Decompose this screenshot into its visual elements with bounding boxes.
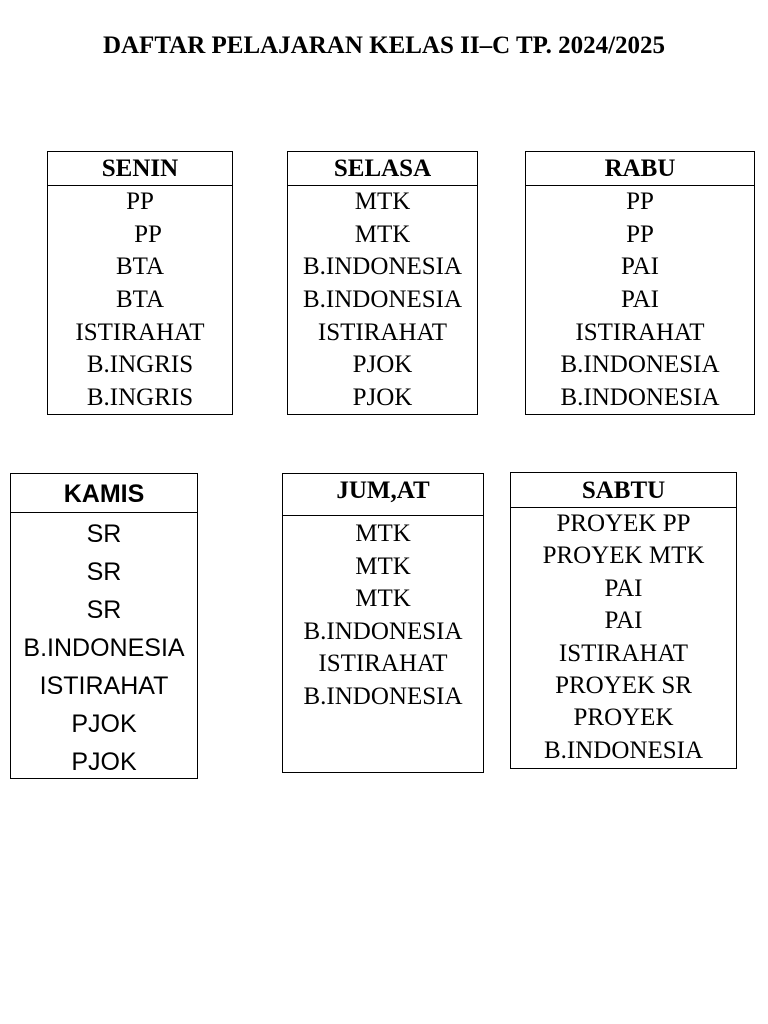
subject-item: SR [86,520,122,548]
subject-item: B.INDONESIA [303,617,463,645]
subject-item: B.INDONESIA [23,634,185,662]
subject-item: PROYEK PP [556,510,691,537]
subject-item: B.INGRIS [86,351,194,379]
day-header: SENIN [48,152,232,186]
subject-item: B.INDONESIA [560,351,720,379]
subject-item: MTK [354,188,411,215]
subject-item: B.INDONESIA [303,682,463,710]
subject-item: PROYEK MTK [542,542,705,570]
schedule-table-selasa [287,151,478,415]
subject-item: B.INDONESIA [302,253,463,281]
subject-list [511,508,736,767]
day-header: JUM,AT [283,474,483,516]
subject-list [11,513,197,781]
subject-list [48,186,232,415]
subject-item: SR [86,558,122,586]
day-header: KAMIS [11,474,197,513]
schedule-table-senin [47,151,233,415]
subject-item: B.INDONESIA [543,736,704,764]
subject-item: PAI [604,607,643,635]
subject-item: ISTIRAHAT [558,639,689,667]
subject-item: PJOK [352,351,413,379]
subject-item: ISTIRAHAT [75,318,205,346]
subject-item: PAI [621,286,659,314]
subject-item: PAI [604,574,643,602]
subject-item: PJOK [71,748,137,776]
subject-item: ISTIRAHAT [317,318,448,346]
subject-item: ISTIRAHAT [39,672,169,700]
day-header: SABTU [511,473,736,508]
subject-list [283,516,483,714]
subject-list [526,186,754,415]
day-header: SELASA [288,152,477,186]
schedule-table-rabu [525,151,755,415]
subject-item: PP [126,188,154,215]
schedule-table-sabtu [510,472,737,769]
subject-item: SR [86,596,122,624]
subject-item: B.INDONESIA [560,384,720,412]
subject-list [288,186,477,415]
page-title: DAFTAR PELAJARAN KELAS II–C TP. 2024/2025 [102,32,666,59]
subject-item: PP [134,220,162,248]
subject-item: MTK [355,520,411,547]
schedule-table-kamis [10,473,198,779]
subject-item: ISTIRAHAT [318,650,448,678]
subject-item: ISTIRAHAT [575,318,705,346]
subject-item: B.INGRIS [86,384,194,412]
subject-item: BTA [116,286,164,314]
subject-item: BTA [116,253,164,281]
subject-item: PROYEK [573,704,674,732]
subject-item: PP [626,188,654,215]
subject-item: MTK [354,220,411,248]
subject-item: MTK [355,585,411,613]
subject-item: PAI [621,253,659,281]
subject-item: MTK [355,552,411,580]
subject-item: PP [626,220,654,248]
subject-item: PROYEK SR [555,671,692,699]
schedule-table-jumat [282,473,484,773]
subject-item: PJOK [71,710,137,738]
subject-item: B.INDONESIA [302,286,463,314]
day-header: RABU [526,152,754,186]
subject-item: PJOK [352,384,413,412]
